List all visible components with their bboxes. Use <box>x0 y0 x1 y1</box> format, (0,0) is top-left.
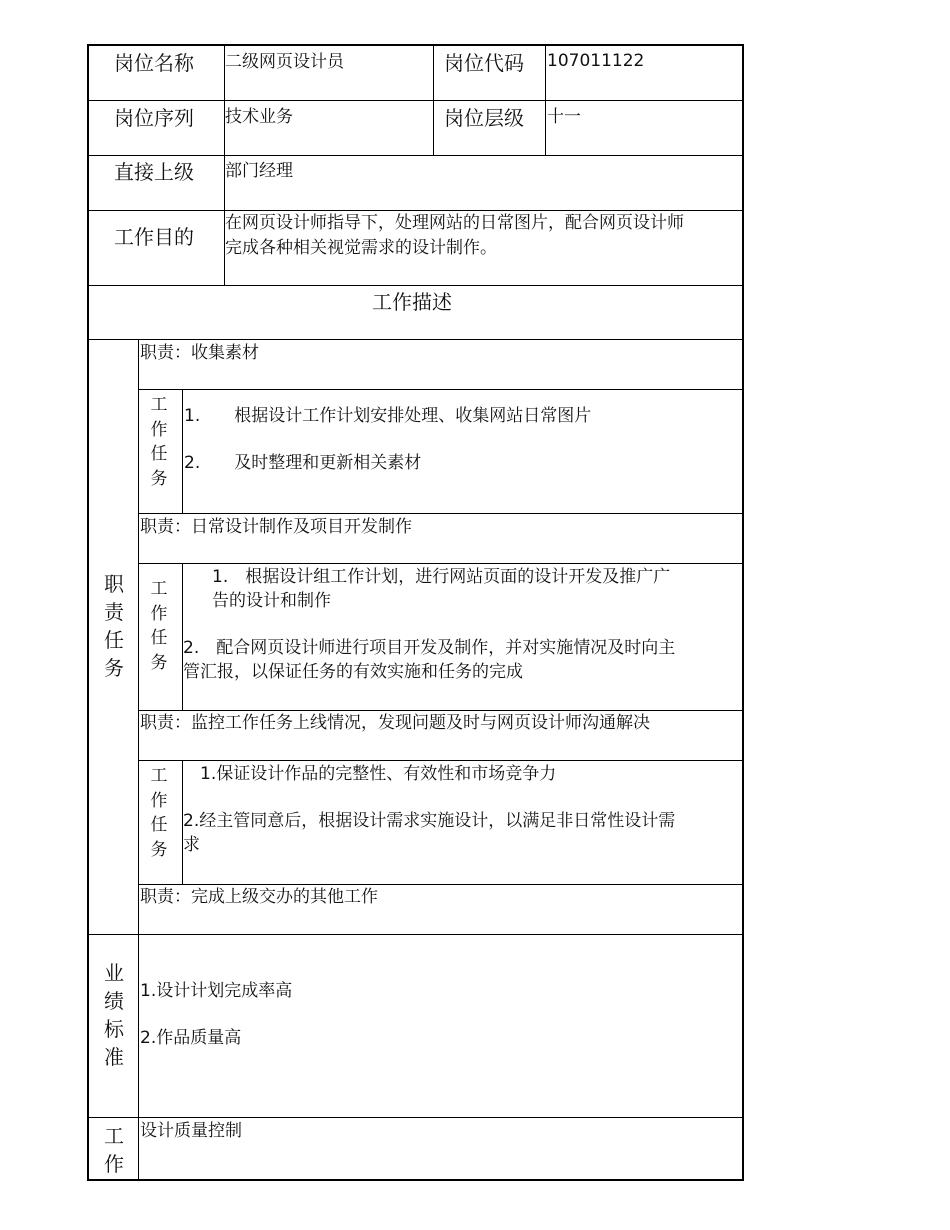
task-label-1: 工 作 任 务 <box>150 395 168 489</box>
position-series-label: 岗位序列 <box>114 106 194 130</box>
position-code-value: 107011122 <box>547 51 645 71</box>
duty-1-title: 职责：收集素材 <box>140 343 259 363</box>
position-series-value: 技术业务 <box>225 107 293 127</box>
duty-1-task-2: 2. 及时整理和更新相关素材 <box>184 453 422 473</box>
purpose-label: 工作目的 <box>114 225 194 249</box>
duties-tasks-label: 职 责 任 务 <box>104 572 124 680</box>
position-level-label: 岗位层级 <box>444 106 524 130</box>
position-name-label: 岗位名称 <box>114 51 194 75</box>
performance-label: 业 绩 标 准 <box>104 961 124 1069</box>
duty-3-task-2-line-2: 求 <box>183 835 200 855</box>
work-label: 工 作 <box>104 1124 124 1176</box>
purpose-line-1: 在网页设计师指导下，处理网站的日常图片，配合网页设计师 <box>225 213 684 233</box>
duty-1-task-1: 1. 根据设计工作计划安排处理、收集网站日常图片 <box>184 406 592 426</box>
duty-3-title: 职责：监控工作任务上线情况，发现问题及时与网页设计师沟通解决 <box>140 713 650 733</box>
duty-3-task-1: 1.保证设计作品的完整性、有效性和市场竞争力 <box>200 764 557 784</box>
position-name-value: 二级网页设计员 <box>225 52 344 72</box>
duty-2-task-1-line-2: 告的设计和制作 <box>212 591 331 611</box>
performance-item-2: 2.作品质量高 <box>140 1028 242 1048</box>
duty-2-task-2-line-2: 管汇报，以保证任务的有效实施和任务的完成 <box>183 662 523 682</box>
duty-2-title: 职责：日常设计制作及项目开发制作 <box>140 517 412 537</box>
superior-label: 直接上级 <box>114 160 194 184</box>
purpose-line-2: 完成各种相关视觉需求的设计制作。 <box>225 238 497 258</box>
duty-4-title: 职责：完成上级交办的其他工作 <box>140 887 378 907</box>
task-label-3: 工 作 任 务 <box>150 766 168 860</box>
task-label-2: 工 作 任 务 <box>150 579 168 673</box>
performance-item-1: 1.设计计划完成率高 <box>140 981 293 1001</box>
position-level-value: 十一 <box>547 107 581 127</box>
section-title-work-description: 工作描述 <box>372 290 452 314</box>
work-value: 设计质量控制 <box>140 1121 242 1141</box>
position-code-label: 岗位代码 <box>444 51 524 75</box>
duty-2-task-2-line-1: 2. 配合网页设计师进行项目开发及制作，并对实施情况及时向主 <box>183 638 676 658</box>
superior-value: 部门经理 <box>225 161 293 181</box>
duty-2-task-1-line-1: 1. 根据设计组工作计划，进行网站页面的设计开发及推广广 <box>212 567 671 587</box>
duty-3-task-2-line-1: 2.经主管同意后，根据设计需求实施设计，以满足非日常性设计需 <box>183 811 676 831</box>
